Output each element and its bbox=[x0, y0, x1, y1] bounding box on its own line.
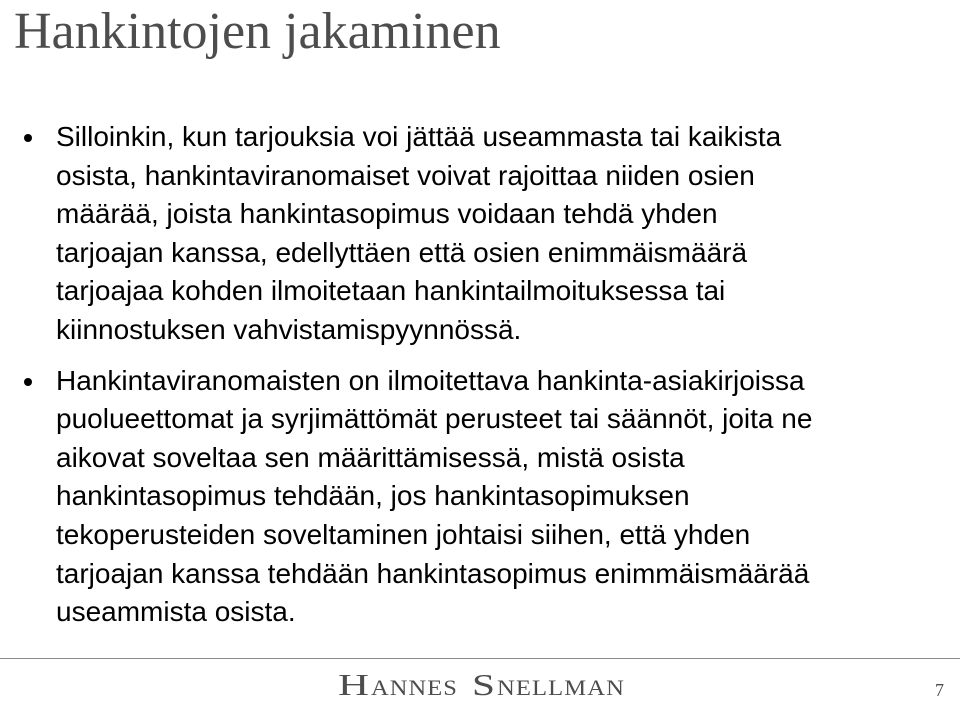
footer-divider bbox=[0, 658, 960, 659]
svg-text:H: H bbox=[338, 667, 369, 701]
hannes-snellman-logo bbox=[338, 667, 627, 701]
text-line: Silloinkin, kun tarjouksia voi jättää useammasta tai kaikista bbox=[56, 121, 782, 152]
text-line: kiinnostuksen vahvistamispyynnössä. bbox=[56, 313, 522, 345]
text-line: useammista osista. bbox=[56, 596, 296, 628]
text-line: tarjoajaa kohden ilmoitetaan hankintailmoituksessa tai bbox=[56, 275, 726, 307]
bullet-text bbox=[56, 118, 960, 350]
text-line: puolueettomat ja syrjimättömät perusteet tai säännöt, joita ne bbox=[56, 403, 813, 435]
svg-text:NELLMAN: NELLMAN bbox=[497, 675, 625, 700]
text-line: aikovat soveltaa sen määrittämisessä, mistä osista bbox=[56, 441, 685, 473]
text-line: määrää, joista hankintasopimus voidaan tehdä yhden bbox=[56, 198, 718, 230]
text-line: tarjoajan kanssa tehdään hankintasopimus enimmäismäärää bbox=[56, 557, 810, 589]
text-line: osista, hankintaviranomaiset voivat rajoittaa niiden osien bbox=[56, 159, 755, 191]
bullet-item bbox=[0, 118, 960, 350]
bullet-text bbox=[56, 362, 960, 632]
svg-text:S: S bbox=[472, 667, 495, 701]
svg-text:ANNES: ANNES bbox=[371, 675, 458, 700]
text-line: Hankintaviranomaisten on ilmoitettava hankinta-asiakirjoissa bbox=[56, 364, 805, 396]
text-line: hankintasopimus tehdään, jos hankintasopimuksen bbox=[56, 480, 690, 512]
bullet-dot-icon bbox=[24, 378, 32, 386]
text-line: tekoperusteiden soveltaminen johtaisi siihen, että yhden bbox=[56, 518, 751, 550]
page-number: 7 bbox=[935, 680, 944, 700]
bullet-item bbox=[0, 362, 960, 632]
slide-title: Hankintojen jakaminen bbox=[14, 3, 501, 60]
bullet-list bbox=[0, 118, 960, 644]
bullet-dot-icon bbox=[24, 134, 32, 142]
text-line: tarjoajan kanssa, edellyttäen että osien enimmäismäärä bbox=[56, 236, 748, 268]
